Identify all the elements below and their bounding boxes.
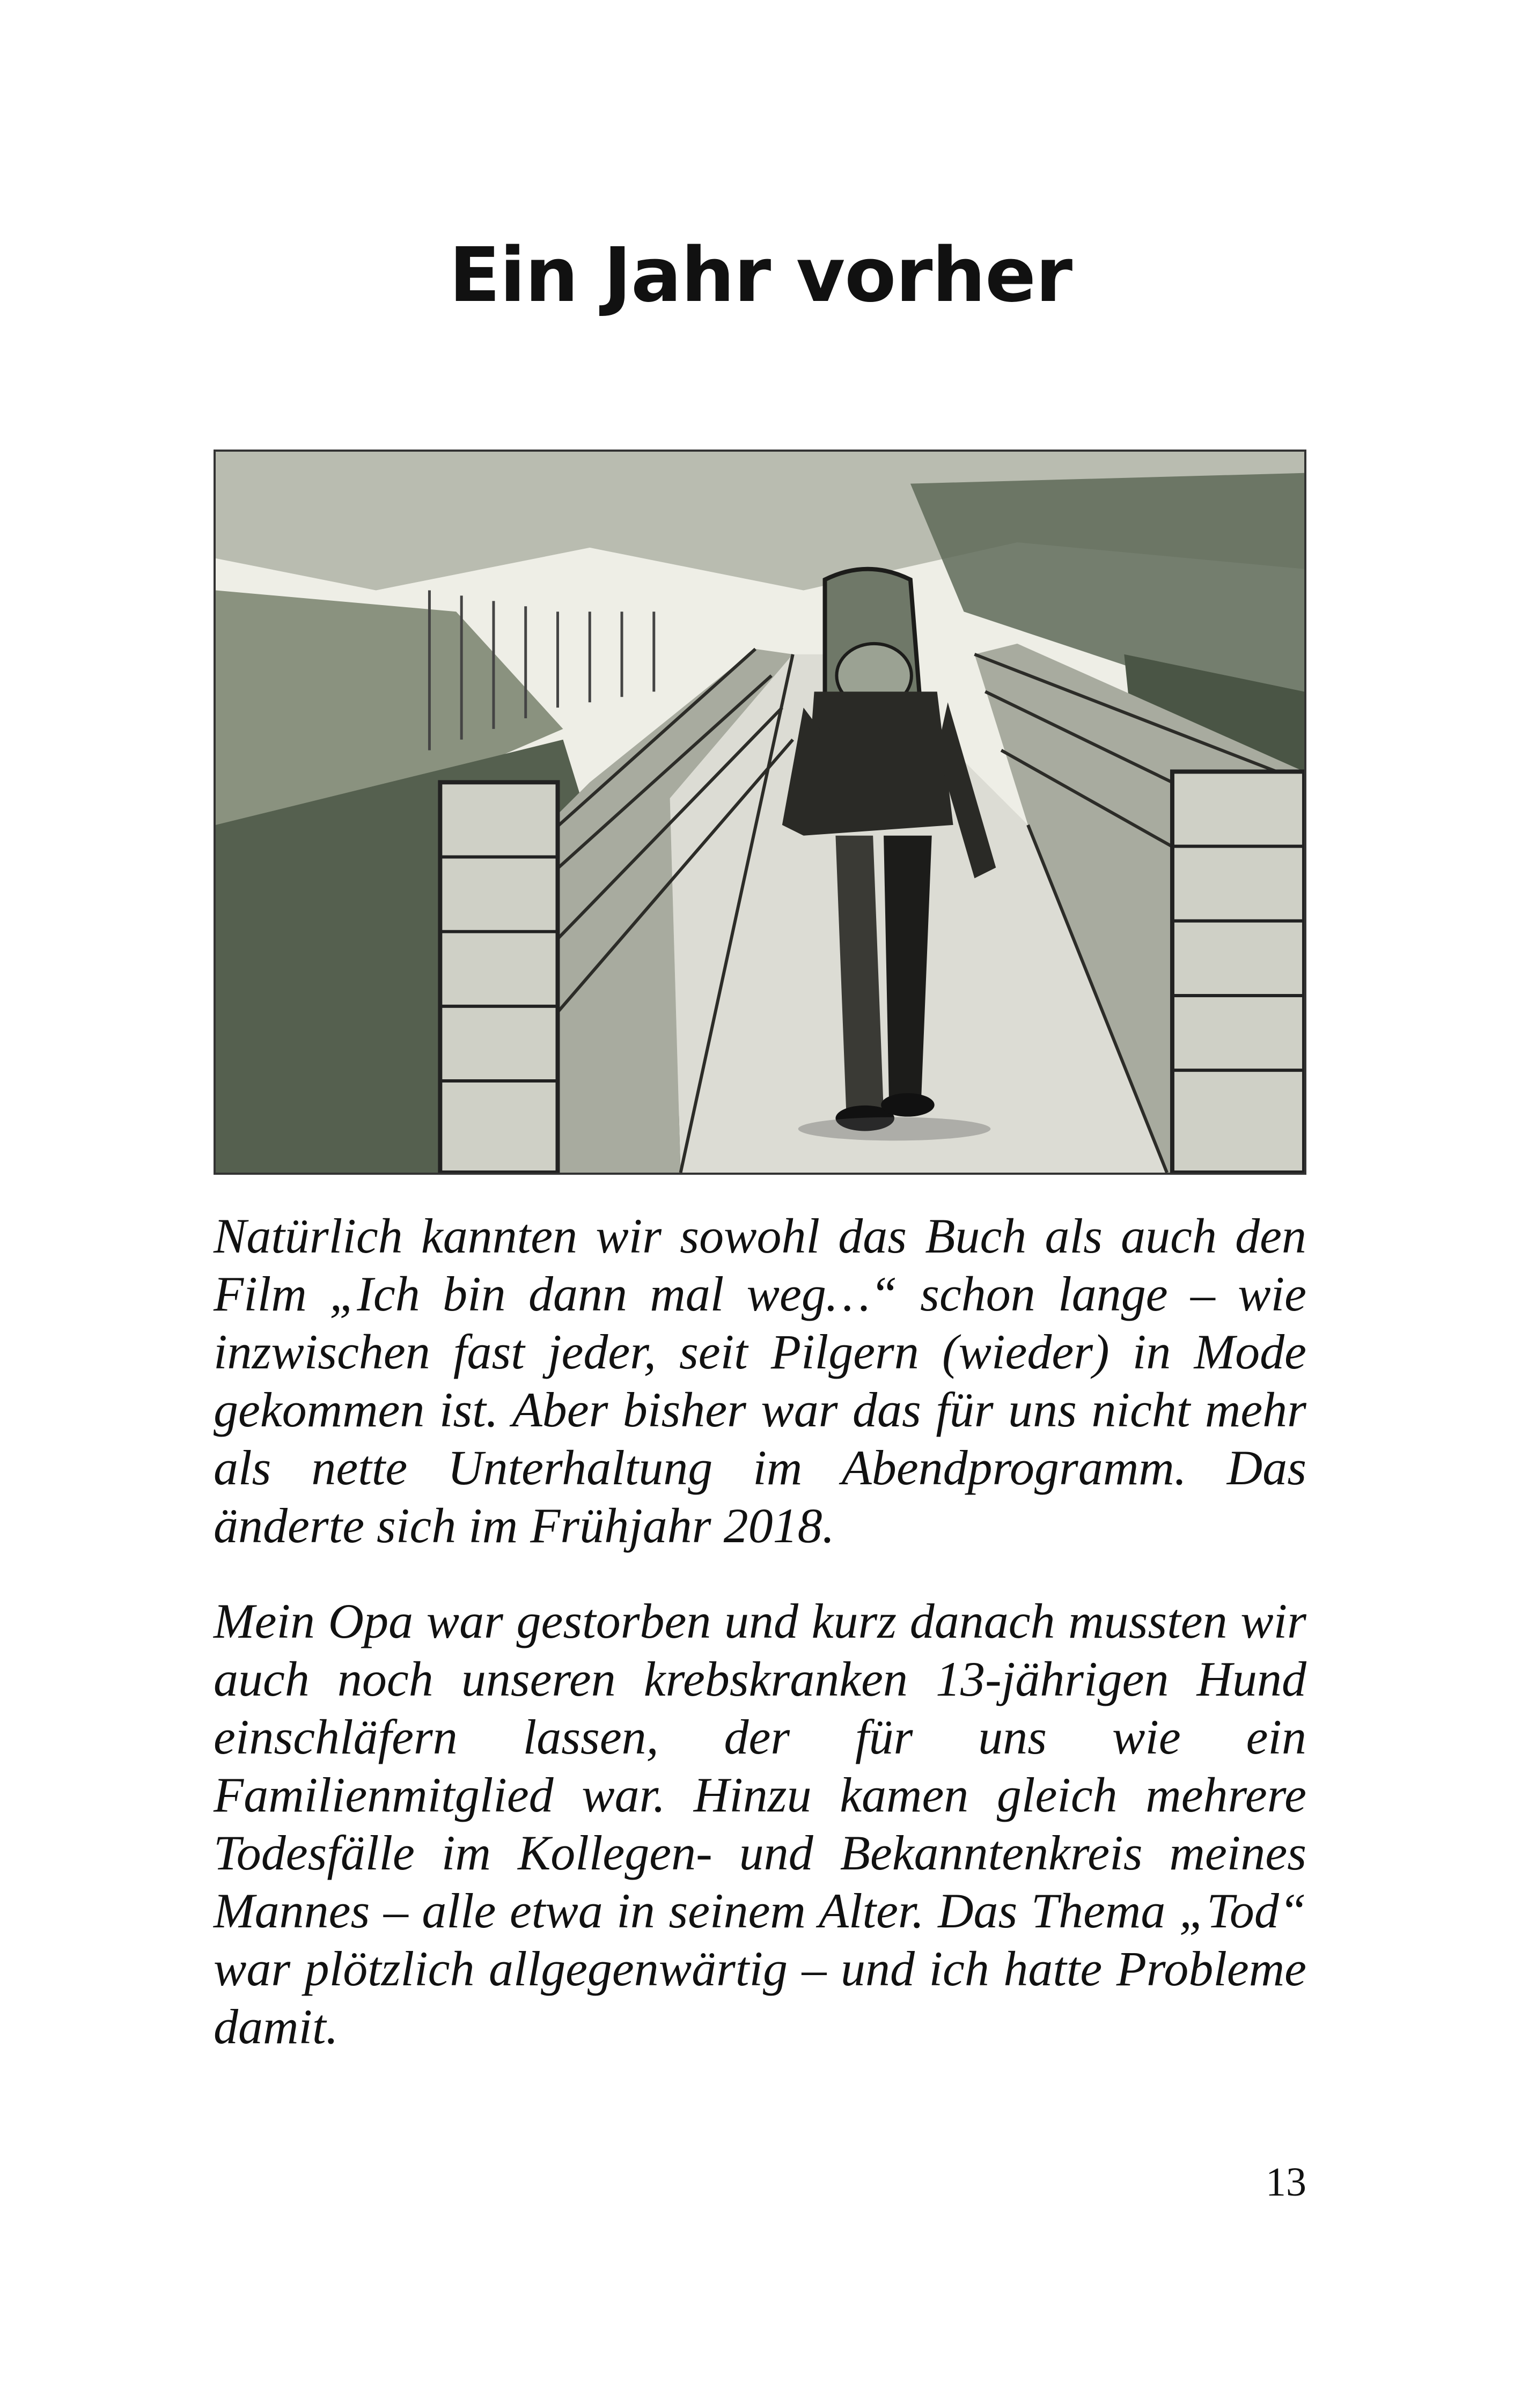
body-text <box>214 1207 1306 2093</box>
illustration-drawing <box>216 452 1304 1173</box>
page-number: 13 <box>1266 2160 1306 2205</box>
paragraph-2: Mein Opa war gestorben und kurz danach mussten wir auch noch unseren krebskranken 13-jährigen Hund einschläfern lassen, der für uns wie ein Familienmitglied war. Hinzu kamen gleich mehrere Todesfälle im Kollegen- und Bekanntenkreis meines Mannes – alle etwa in seinem Alter. Das Thema „Tod“ war plötzlich allgegenwärtig – und ich hatte Probleme damit. <box>214 1594 1306 2054</box>
page-title: Ein Jahr vorher <box>449 232 1072 319</box>
hiker-on-boardwalk-illustration <box>214 450 1306 1175</box>
paragraph-1: Natürlich kannten wir sowohl das Buch als auch den Film „Ich bin dann mal weg…“ schon lange – wie inzwischen fast jeder, seit Pilgern (wieder) in Mode gekommen ist. Aber bisher war das für uns nicht mehr als nette Unterhaltung im Abendprogramm. Das änderte sich im Frühjahr 2018. <box>214 1209 1306 1553</box>
